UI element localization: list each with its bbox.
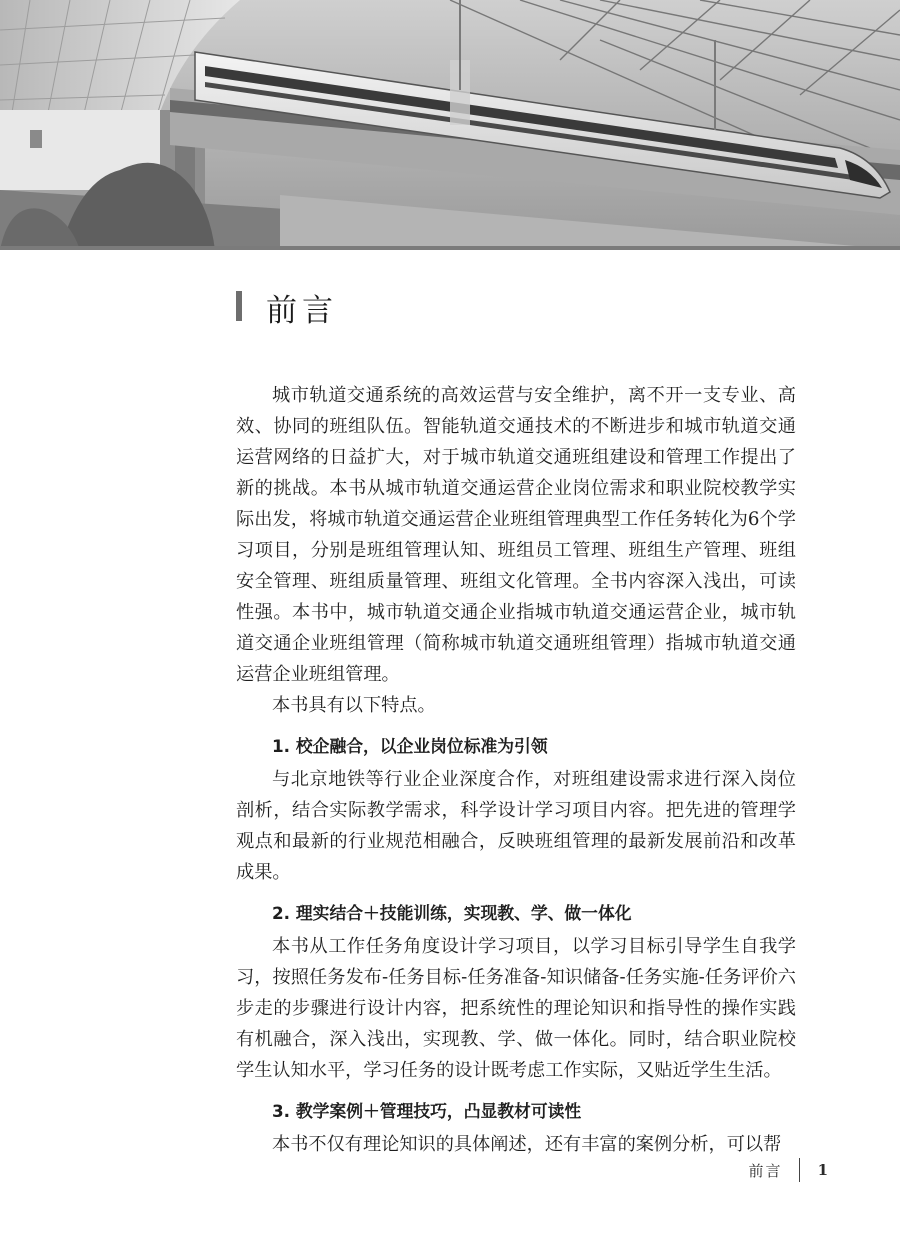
feature-3-text: 本书不仅有理论知识的具体阐述，还有丰富的案例分析，可以帮: [272, 1134, 782, 1155]
feature-1-text: 与北京地铁等行业企业深度合作，对班组建设需求进行深入岗位剖析，结合实际教学需求，科学设计学习项目内容。把先进的管理学观点和最新的行业规范相融合，反映班组管理的最新发展前沿和改革成果。: [236, 769, 796, 883]
heading-accent-bar: [236, 291, 242, 321]
page-title: 前言: [266, 293, 338, 329]
feature-2-title: 2. 理实结合＋技能训练，实现教、学、做一体化: [272, 903, 632, 923]
header-photo-metro-train: [0, 0, 900, 250]
feature-3-title: 3. 教学案例＋管理技巧，凸显教材可读性: [272, 1101, 582, 1121]
footer-section-label: 前言: [748, 1161, 783, 1180]
features-intro: 本书具有以下特点。: [272, 695, 436, 716]
intro-paragraph: 城市轨道交通系统的高效运营与安全维护，离不开一支专业、高效、协同的班组队伍。智能轨道交通技术的不断进步和城市轨道交通运营网络的日益扩大，对于城市轨道交通班组建设和管理工作提出了新的挑战。本书从城市轨道交通运营企业岗位需求和职业院校教学实际出发，将城市轨道交通运营企业班组管理典型工作任务转化为6个学习项目，分别是班组管理认知、班组员工管理、班组生产管理、班组安全管理、班组质量管理、班组文化管理。全书内容深入浅出，可读性强。本书中，城市轨道交通企业指城市轨道交通运营企业，城市轨道交通企业班组管理（简称城市轨道交通班组管理）指城市轨道交通运营企业班组管理。: [236, 385, 796, 685]
feature-1-title: 1. 校企融合，以企业岗位标准为引领: [272, 736, 548, 756]
page-footer: [749, 1157, 828, 1183]
body-text: [236, 380, 796, 1160]
page-number: 1: [817, 1161, 828, 1179]
feature-2-text: 本书从工作任务角度设计学习项目，以学习目标引导学生自我学习，按照任务发布-任务目标-任务准备-知识储备-任务实施-任务评价六步走的步骤进行设计内容，把系统性的理论知识和指导性的操作实践有机融合，深入浅出，实现教、学、做一体化。同时，结合职业院校学生认知水平，学习任务的设计既考虑工作实际，又贴近学生生活。: [236, 936, 796, 1081]
footer-divider: [799, 1158, 800, 1182]
